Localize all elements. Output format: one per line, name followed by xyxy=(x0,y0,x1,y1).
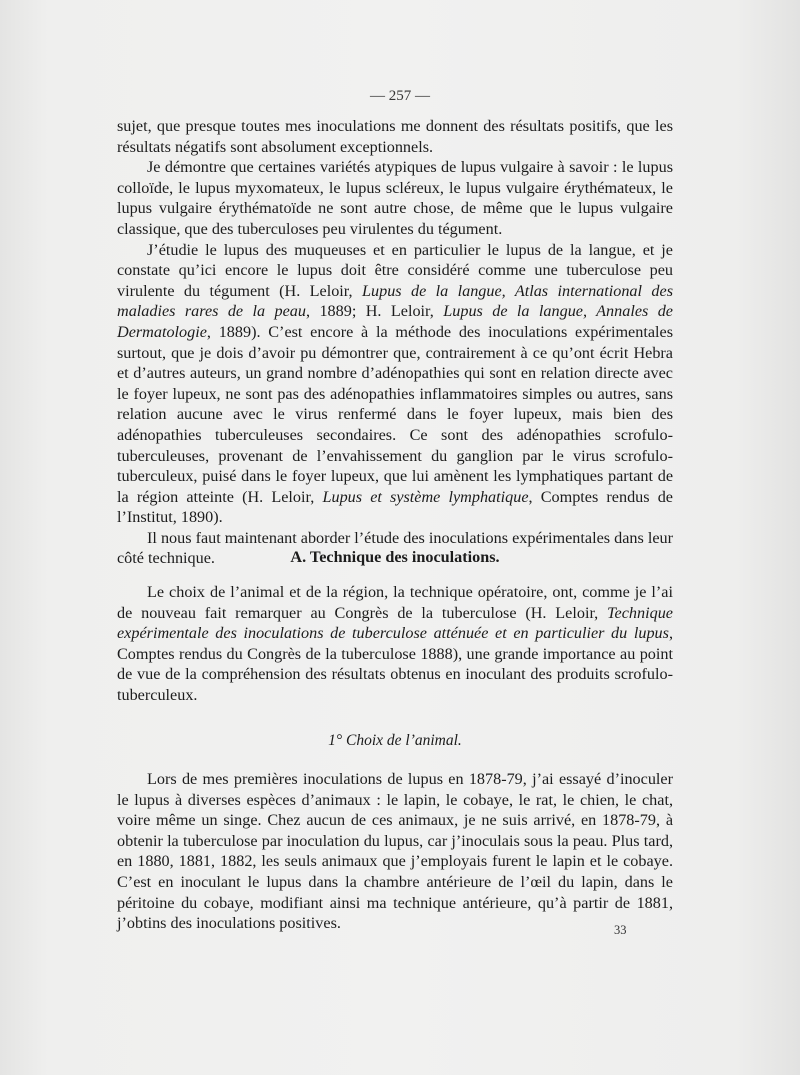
citation-title: Lupus de la langue, Annales de Dermatologie xyxy=(117,302,673,341)
paragraph-animal-choice: Lors de mes premières inoculations de lupus en 1878-79, j’ai essayé d’inoculer le lupus à diverses espèces d’animaux : le lapin, le cobaye, le rat, le chien, le chat, voire même un singe. Chez aucun de ces animaux, je ne suis arrivé, en 1878-79, à obtenir la tuberculose par inoculation du lupus, car j’inoculais sous la peau. Plus tard, en 1880, 1881, 1882, les seuls animaux que j’employais furent le lapin et le cobaye. C’est en inoculant le lupus dans la chambre antérieure de l’œil du lapin, dans le péritoine du cobaye, modifiant ainsi ma technique antérieure, qu’à partir de 1881, j’obtins des inoculations positives. xyxy=(117,770,673,933)
citation-title: Technique expérimentale des inoculations de tuberculose atténuée et en particulier du lupus xyxy=(117,603,673,643)
paragraph-continued: sujet, que presque toutes mes inoculations me donnent des résultats positifs, que les résultats négatifs sont absolument exceptionnels. xyxy=(117,117,673,156)
body-text-technique xyxy=(117,582,673,706)
citation-title: Lupus et système lymphatique xyxy=(322,487,529,506)
paragraph-lupus-mucosa xyxy=(117,240,673,528)
subsection-heading-text: 1° Choix de l’animal. xyxy=(328,732,462,749)
subsection-heading xyxy=(117,732,673,750)
section-heading: A. Technique des inoculations. xyxy=(290,548,500,566)
paragraph-transition: Il nous faut maintenant aborder l’étude des inoculations expérimentales dans leur côté technique. xyxy=(117,528,673,568)
citation-title: Lupus de la langue, Atlas international des maladies rares de la peau xyxy=(117,281,673,321)
text-run: , 1889). C’est encore à la méthode des inoculations expérimentales surtout, que je dois d’avoir pu démontrer que, contrairement à ce qu’ont écrit Hebra et d’autres auteurs, un grand nombre d’adénopathies qui sont en relation directe avec le foyer lupeux, ne sont pas des adénopathies inflammatoires simples ou autres, sans relation aucune avec le virus renfermé dans le foyer lupeux, mais bien des adénopathies tuberculeuses secondaires. Ce sont des adénopathies scrofulo-tuberculeuses, provenant de l’envahissement du ganglion par le virus scrofulo-tuberculeux, puisé dans le foyer lupeux, que lui amènent les lymphatiques partant de la région atteinte (H. Leloir, xyxy=(117,322,673,506)
text-run: , Comptes rendus de l’Institut, 1890). xyxy=(117,487,673,527)
paragraph-technique xyxy=(117,582,673,706)
page-number: — 257 — xyxy=(370,88,430,104)
printer-signature-mark: 33 xyxy=(614,923,627,937)
text-run: , Comptes rendus du Congrès de la tuberculose 1888), une grande importance au point de vue de la compréhension des résultats obtenus en inoculant des produits scrofulo-tuberculeux. xyxy=(117,624,673,704)
paragraph-lupus-varieties: Je démontre que certaines variétés atypiques de lupus vulgaire à savoir : le lupus colloïde, le lupus myxomateux, le lupus scléreux, le lupus vulgaire érythémateux, le lupus vulgaire érythématoïde ne sont autre chose, de même que le lupus vulgaire classique, que des tuberculoses peu virulentes du tégument. xyxy=(117,158,673,238)
body-text-animal-choice xyxy=(117,769,673,934)
text-run: , 1889; H. Leloir, xyxy=(306,302,444,321)
text-run: Le choix de l’animal et de la région, la technique opératoire, ont, comme je l’ai de nouveau fait remarquer au Congrès de la tuberculose (H. Leloir, xyxy=(117,583,673,622)
text-run: J’étudie le lupus des muqueuses et en particulier le lupus de la langue, et je constate qu’ici encore le lupus doit être considéré comme une tuberculose peu virulente du tégument (H. Leloir, xyxy=(117,240,673,300)
body-text-top xyxy=(117,116,673,569)
